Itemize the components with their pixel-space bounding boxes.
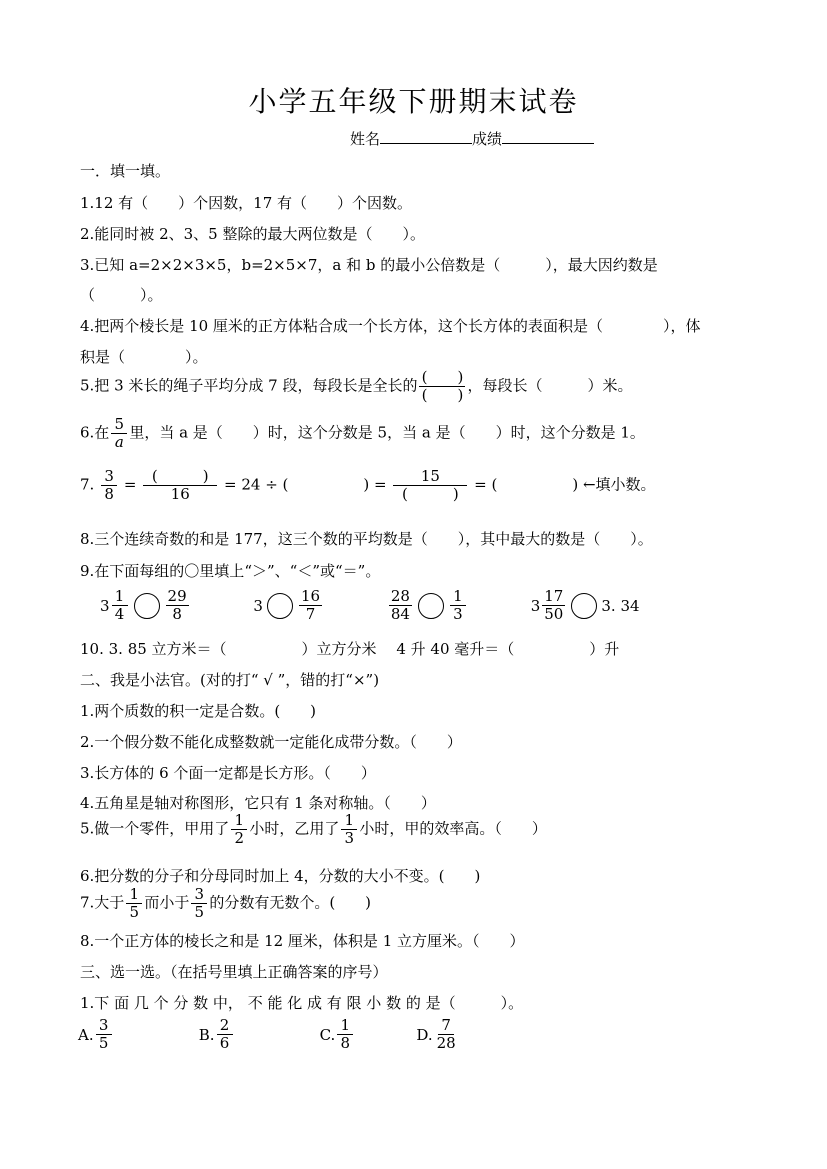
q9-g2-rden: 7 — [305, 605, 316, 623]
option-c-den: 8 — [340, 1034, 351, 1052]
q9-g2-rnum: 16 — [300, 587, 321, 605]
option-b-num: 2 — [217, 1017, 233, 1035]
s1-q7 — [80, 468, 752, 503]
s2-q8: 8.一个正方体的棱长之和是 12 厘米，体积是 1 立方厘米。（ ） — [80, 932, 525, 950]
q9-g1-den: 4 — [114, 605, 125, 623]
s1-q7-end: = ( ) ←填小数。 — [474, 475, 656, 494]
q9-g1-right — [166, 588, 189, 623]
option-b-den: 6 — [219, 1034, 230, 1052]
s1-q6-post: 里，当 a 是（ ）时，这个分数是 5，当 a 是（ ）时，这个分数是 1。 — [129, 423, 645, 442]
name-blank[interactable] — [380, 129, 472, 144]
section1-heading: 一．填一填。 — [80, 162, 171, 180]
s1-q1: 1.12 有（ ）个因数，17 有（ ）个因数。 — [80, 194, 413, 212]
s2-q5-pre: 5.做一个零件，甲用了 — [80, 819, 230, 838]
q9-g3-num: 28 — [390, 587, 410, 605]
s1-q7-eq: = — [123, 475, 137, 494]
option-b[interactable] — [199, 1017, 315, 1052]
s1-q10: 10. 3. 85 立方米＝（ ）立方分米 4 升 40 毫升＝（ ）升 — [80, 640, 620, 658]
q9-g1-whole: 3 — [100, 596, 110, 615]
q9-group-2 — [253, 588, 324, 623]
s1-q7-label: 7. — [80, 475, 95, 494]
name-label: 姓名 — [350, 130, 381, 148]
s2-q7-post: 的分数有无数个。( ) — [209, 893, 372, 912]
option-c[interactable] — [320, 1017, 412, 1052]
s2-q5-frac2 — [341, 812, 357, 847]
q9-g3-den: 84 — [390, 605, 410, 623]
s1-q5-post: ，每段长（ ）米。 — [467, 376, 633, 395]
s2-q5-mid: 小时，乙用了 — [249, 819, 340, 838]
score-blank[interactable] — [502, 129, 594, 144]
score-label: 成绩 — [472, 130, 503, 148]
s1-q5-fraction — [419, 369, 465, 404]
compare-circle-3[interactable] — [418, 593, 444, 619]
option-d[interactable] — [416, 1017, 516, 1052]
s2-q5 — [80, 812, 752, 847]
option-b-label: B. — [198, 1025, 215, 1044]
s1-q7-frac1 — [101, 468, 117, 503]
option-c-label: C. — [319, 1025, 336, 1044]
s2-q7-f1-den: 5 — [129, 903, 140, 921]
s2-q5-f1-den: 2 — [234, 829, 245, 847]
s3-q1: 1.下 面 几 个 分 数 中， 不 能 化 成 有 限 小 数 的 是（ ）。 — [80, 994, 524, 1012]
compare-circle-2[interactable] — [267, 593, 293, 619]
q9-g4-left — [531, 588, 568, 623]
s1-q7-frac3 — [393, 468, 467, 503]
q9-g1-rnum: 29 — [167, 587, 187, 605]
s2-q7-f1-num: 1 — [126, 886, 142, 904]
q9-group-4 — [531, 588, 640, 623]
s1-q5 — [80, 369, 752, 404]
s1-q7-frac3-den: ( ) — [402, 485, 459, 503]
s1-q7-frac2 — [143, 468, 217, 503]
compare-circle-4[interactable] — [571, 593, 597, 619]
q9-g2-whole: 3 — [253, 596, 263, 615]
s2-q5-frac1 — [231, 812, 247, 847]
compare-circle-1[interactable] — [134, 593, 160, 619]
option-c-num: 1 — [337, 1017, 353, 1035]
s2-q2: 2.一个假分数不能化成整数就一定能化成带分数。（ ） — [80, 733, 462, 751]
s1-q9-groups — [100, 588, 752, 623]
q9-g3-left — [389, 588, 412, 623]
s2-q5-f1-num: 1 — [231, 812, 247, 830]
q9-g4-frac — [542, 588, 565, 623]
s1-q7-frac2-num: ( ) — [143, 468, 217, 486]
s1-q7-frac3-num: 15 — [393, 468, 467, 486]
s1-q6-pre: 6.在 — [80, 423, 110, 442]
s2-q7 — [80, 886, 752, 921]
q9-g4-num: 17 — [544, 587, 564, 605]
q9-g1-rden: 8 — [172, 605, 182, 623]
s1-q4-line1: 4.把两个棱长是 10 厘米的正方体粘合成一个长方体，这个长方体的表面积是（ ），体 — [80, 317, 701, 335]
s3-q1-options — [78, 1017, 752, 1052]
s2-q7-f2-den: 5 — [194, 903, 205, 921]
section3-heading: 三、选一选。（在括号里填上正确答案的序号） — [80, 963, 388, 981]
s1-q5-frac-num: ( ) — [419, 369, 465, 387]
section2-heading: 二、我是小法官。(对的打“ √ ”，错的打“×”) — [80, 671, 380, 689]
s2-q5-f2-den: 3 — [344, 829, 355, 847]
s2-q4: 4.五角星是轴对称图形，它只有 1 条对称轴。（ ） — [80, 794, 436, 812]
s2-q1: 1.两个质数的积一定是合数。( ) — [80, 702, 317, 720]
s1-q6-frac-den: a — [114, 433, 124, 451]
q9-g1-num: 1 — [112, 588, 128, 606]
s1-q6 — [80, 416, 752, 451]
q9-g4-whole: 3 — [530, 596, 541, 615]
s1-q7-mid: = 24 ÷ ( ) = — [224, 475, 387, 494]
q9-g4-den: 50 — [544, 605, 564, 623]
q9-group-1 — [100, 588, 191, 623]
q9-group-3 — [387, 588, 468, 623]
q9-g3-rden: 3 — [453, 605, 463, 623]
option-a-frac — [96, 1017, 112, 1052]
option-d-label: D. — [416, 1025, 433, 1044]
s2-q7-pre: 7.大于 — [80, 893, 125, 912]
option-d-frac — [435, 1017, 458, 1052]
s1-q5-frac-den: ( ) — [421, 386, 464, 404]
option-c-frac — [337, 1017, 353, 1052]
q9-g4-right: 3. 34 — [601, 596, 640, 615]
s1-q7-frac2-den: 16 — [170, 485, 190, 503]
s1-q6-fraction — [111, 416, 127, 451]
option-d-num: 7 — [438, 1017, 454, 1035]
option-b-frac — [217, 1017, 233, 1052]
s2-q3: 3.长方体的 6 个面一定都是长方形。（ ） — [80, 764, 376, 782]
s1-q7-frac1-num: 3 — [101, 468, 117, 486]
option-a-den: 5 — [98, 1034, 109, 1052]
s1-q6-frac-num: 5 — [111, 416, 127, 434]
s1-q4-line2: 积是（ ）。 — [80, 348, 208, 366]
q9-g3-rnum: 1 — [450, 588, 466, 606]
s2-q7-mid: 而小于 — [144, 893, 190, 912]
name-score-line — [350, 128, 594, 149]
option-a[interactable] — [78, 1017, 194, 1052]
s1-q9: 9.在下面每组的〇里填上“＞”、“＜”或“＝”。 — [80, 562, 381, 580]
option-a-label: A. — [78, 1025, 94, 1044]
s2-q7-f2-num: 3 — [191, 886, 207, 904]
page-title: 小学五年级下册期末试卷 — [248, 85, 579, 118]
option-a-num: 3 — [96, 1017, 112, 1035]
s1-q3-line2: （ ）。 — [80, 286, 163, 304]
s2-q5-f2-num: 1 — [341, 812, 357, 830]
s2-q6: 6.把分数的分子和分母同时加上 4，分数的大小不变。( ) — [80, 867, 481, 885]
s1-q7-frac1-den: 8 — [104, 485, 114, 503]
q9-g1-left — [100, 588, 130, 623]
q9-g3-right — [450, 588, 466, 623]
option-d-den: 28 — [436, 1034, 456, 1052]
s2-q5-post: 小时，甲的效率高。（ ） — [359, 819, 547, 838]
q9-g1-frac — [112, 588, 128, 623]
s1-q3-line1: 3.已知 a=2×2×3×5，b=2×5×7，a 和 b 的最小公倍数是（ ），最大因约数是 — [80, 256, 658, 274]
s2-q7-frac2 — [191, 886, 207, 921]
q9-g2-right — [299, 588, 322, 623]
s2-q7-frac1 — [126, 886, 142, 921]
s1-q8: 8.三个连续奇数的和是 177，这三个数的平均数是（ ），其中最大的数是（ ）。 — [80, 530, 653, 548]
s1-q5-pre: 5.把 3 米长的绳子平均分成 7 段，每段长是全长的 — [80, 376, 418, 395]
s1-q2: 2.能同时被 2、3、5 整除的最大两位数是（ ）。 — [80, 225, 425, 243]
